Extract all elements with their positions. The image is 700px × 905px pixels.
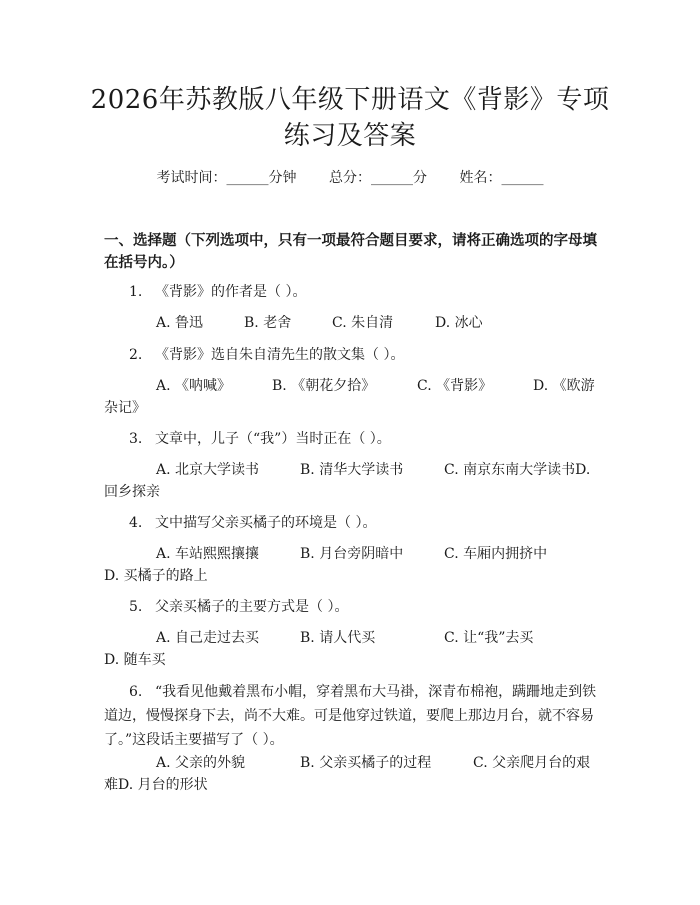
- question-number: 6.: [129, 684, 143, 700]
- option-b: B. 月台旁阴暗中: [300, 546, 404, 562]
- option-d: D. 随车买: [104, 652, 166, 668]
- option-c: C. 让“我”去买: [444, 630, 534, 646]
- question-3-options: [104, 459, 602, 503]
- page-title-line1: 2026年苏教版八年级下册语文《背影》专项: [90, 85, 610, 115]
- question-number: 2.: [129, 347, 143, 363]
- question-number: 4.: [129, 515, 143, 531]
- option-b: B. 清华大学读书: [300, 462, 404, 478]
- exam-info-row: [0, 168, 700, 188]
- student-name-field: 姓名：______: [459, 170, 544, 186]
- option-d: D. 回乡探亲: [104, 462, 591, 500]
- question-5: [104, 596, 602, 618]
- option-d: D. 冰心: [435, 315, 483, 331]
- question-4-options: [104, 543, 602, 587]
- option-b: B. 请人代买: [300, 630, 376, 646]
- question-text: 《背影》选自朱自清先生的散文集（ ）。: [155, 347, 405, 363]
- option-a: A. 北京大学读书: [156, 462, 260, 478]
- option-a: A. 《呐喊》: [156, 378, 232, 394]
- option-c: C. 南京东南大学读书: [444, 462, 576, 478]
- total-score-field: 总分：______分: [329, 170, 427, 186]
- option-c: C. 《背影》: [417, 378, 493, 394]
- option-c: C. 父亲爬月台的艰难: [104, 755, 591, 793]
- option-c: C. 车厢内拥挤中: [444, 546, 548, 562]
- page-title-line2: 练习及答案: [283, 121, 417, 151]
- question-text: 《背影》的作者是（ ）。: [155, 284, 307, 300]
- question-2-options: [104, 375, 602, 419]
- question-text: 文中描写父亲买橘子的环境是（ ）。: [155, 515, 377, 531]
- option-a: A. 父亲的外貌: [156, 755, 246, 771]
- question-number: 5.: [129, 599, 143, 615]
- question-4: [104, 512, 602, 534]
- option-a: A. 鲁迅: [156, 315, 204, 331]
- option-d: D. 买橘子的路上: [104, 568, 208, 584]
- question-3: [104, 428, 602, 450]
- question-6: [104, 680, 602, 752]
- exam-time-field: 考试时间：______分钟: [156, 170, 297, 186]
- option-a: A. 自己走过去买: [156, 630, 260, 646]
- question-text: “我看见他戴着黑布小帽，穿着黑布大马褂，深青布棉袍，蹒跚地走到铁道边，慢慢探身下去，尚不大难。可是他穿过铁道，要爬上那边月台，就不容易了。”这段话主要描写了（ ）。: [104, 684, 597, 748]
- option-c: C. 朱自清: [332, 315, 394, 331]
- option-b: B. 父亲买橘子的过程: [300, 755, 432, 771]
- question-1-options: [104, 312, 602, 334]
- option-b: B. 《朝花夕拾》: [272, 378, 376, 394]
- option-d: D. 月台的形状: [118, 777, 208, 793]
- option-b: B. 老舍: [244, 315, 292, 331]
- question-text: 文章中，儿子（“我”）当时正在（ ）。: [155, 431, 391, 447]
- question-number: 3.: [129, 431, 143, 447]
- question-5-options: [104, 627, 602, 671]
- question-text: 父亲买橘子的主要方式是（ ）。: [155, 599, 349, 615]
- question-6-options: [104, 752, 602, 796]
- section-heading: 一、选择题（下列选项中，只有一项最符合题目要求，请将正确选项的字母填在括号内。）: [104, 232, 597, 271]
- question-number: 1.: [129, 284, 143, 300]
- option-d: D. 《欧游杂记》: [104, 378, 595, 416]
- option-a: A. 车站熙熙攘攘: [156, 546, 260, 562]
- question-1: [104, 281, 602, 303]
- question-2: [104, 344, 602, 366]
